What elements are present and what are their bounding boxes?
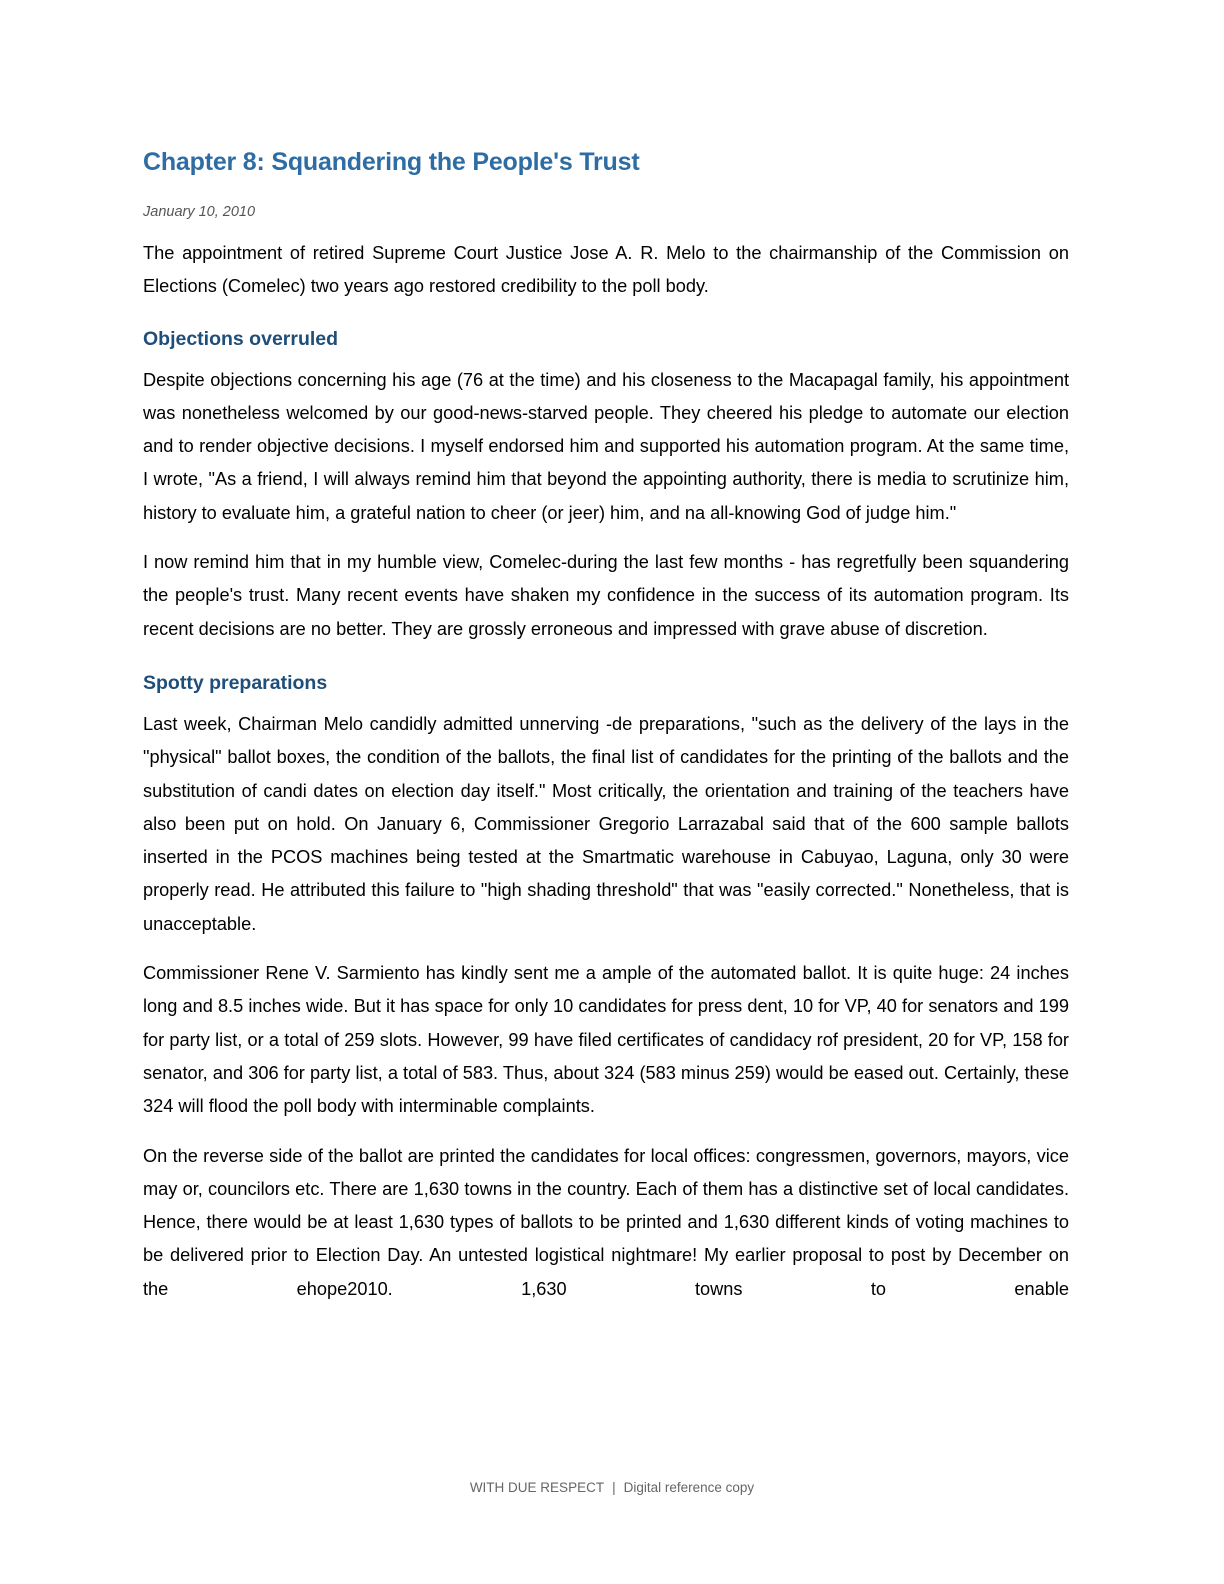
paragraph-spotty-2: Commissioner Rene V. Sarmiento has kindly sent me a ample of the automated ballot. It is quite huge: 24 inches long and 8.5 inches wide. But it has space for only 10 candidates for press dent, 10 for VP, 40 for senators and 199 for party list, or a total of 259 slots. However, 99 have filed certificates of candidacy rof president, 20 for VP, 158 for senator, and 306 for party list, a total of 583. Thus, about 324 (583 minus 259) would be eased out. Certainly, these 324 will flood the poll body with interminable complaints.: [143, 963, 1069, 1117]
chapter-title: Chapter 8: Squandering the People's Trust: [143, 148, 640, 176]
section-heading-objections: Objections overruled: [143, 327, 339, 350]
paragraph-spotty-3: On the reverse side of the ballot are printed the candidates for local offices: congressmen, governors, mayors, vice may or, councilors etc. There are 1,630 towns in the country. Each of them has a distinctive set of local candidates. Hence, there would be at least 1,630 types of ballots to be printed and 1,630 different kinds of voting machines to be delivered prior to Election Day. An untested logistical nightmare! My earlier proposal to post by December on the ehope2010. 1,630 towns to enable: [143, 1145, 1069, 1299]
page-footer: [0, 1478, 1224, 1498]
paragraph-spotty-1: Last week, Chairman Melo candidly admitted unnerving -de preparations, "such as the delivery of the lays in the "physical" ballot boxes, the condition of the ballots, the final list of candidates for the printing of the ballots and the substitution of candi dates on election day itself." Most critically, the orientation and training of the teachers have also been put on hold. On January 6, Commissioner Gregorio Larrazabal said that of the 600 sample ballots inserted in the PCOS machines being tested at the Smartmatic warehouse in Cabuyao, Laguna, only 30 were properly read. He attributed this failure to "high shading threshold" that was "easily corrected." Nonetheless, that is unacceptable.: [143, 713, 1069, 934]
footer-book-title: WITH DUE RESPECT: [469, 1480, 605, 1495]
paragraph-objections-2: I now remind him that in my humble view, Comelec-during the last few months - has regretfully been squandering the people's trust. Many recent events have shaken my confidence in the success of its automation program. Its recent decisions are no better. They are grossly erroneous and impressed with grave abuse of discretion.: [143, 552, 1069, 639]
publication-date: January 10, 2010: [143, 204, 256, 220]
section-heading-spotty: Spotty preparations: [143, 671, 328, 694]
paragraph-objections-1: Despite objections concerning his age (76 at the time) and his closeness to the Macapagal family, his appointment was nonetheless welcomed by our good-news-starved people. They cheered his pledge to automate our election and to render objective decisions. I myself endorsed him and supported his automation program. At the same time, I wrote, "As a friend, I will always remind him that beyond the appointing authority, there is media to scrutinize him, history to evaluate him, a grateful nation to cheer (or jeer) him, and na all-knowing God of judge him.": [143, 369, 1069, 523]
footer-copy-note: Digital reference copy: [623, 1480, 755, 1495]
footer-separator: |: [612, 1480, 616, 1495]
document-page: [143, 140, 1069, 1306]
intro-paragraph: The appointment of retired Supreme Court Justice Jose A. R. Melo to the chairmanship of the Commission on Elections (Comelec) two years ago restored credibility to the poll body.: [143, 243, 1069, 297]
